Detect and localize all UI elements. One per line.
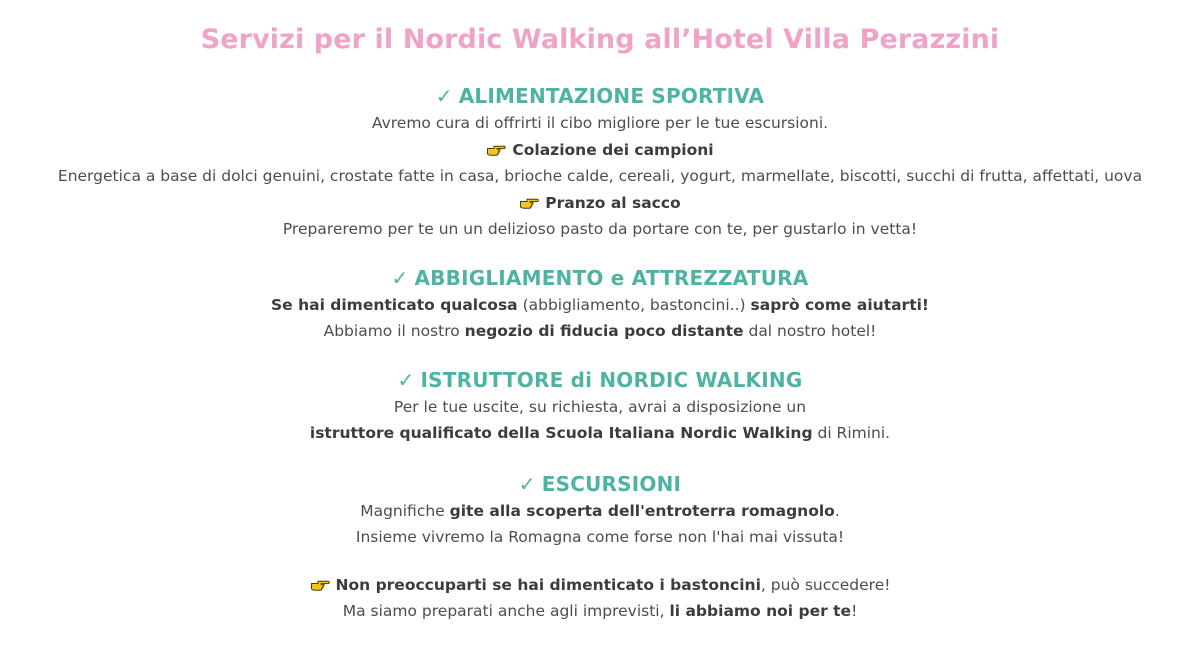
istruttore-line-2 bbox=[0, 420, 1200, 447]
text-normal: . bbox=[834, 501, 840, 520]
colazione-title: Colazione dei campioni bbox=[512, 140, 714, 159]
text-bold: istruttore qualificato della Scuola Italiana Nordic Walking bbox=[309, 424, 813, 442]
section-bastoncini bbox=[0, 572, 1200, 625]
text-normal: ! bbox=[851, 602, 858, 620]
pranzo-title: Pranzo al sacco bbox=[545, 193, 681, 212]
pointing-hand-icon bbox=[486, 143, 506, 157]
section-title-istruttore bbox=[0, 366, 1200, 394]
check-icon: ✓ bbox=[518, 471, 536, 496]
text-normal: (abbigliamento, bastoncini..) bbox=[517, 295, 751, 314]
check-icon: ✓ bbox=[391, 265, 409, 290]
section-title-text: ISTRUTTORE di NORDIC WALKING bbox=[420, 367, 803, 392]
section-title-escursioni bbox=[0, 470, 1200, 498]
text-normal: dal nostro hotel! bbox=[743, 322, 877, 340]
section-alimentazione bbox=[0, 82, 1200, 243]
pointing-hand-icon bbox=[519, 196, 539, 210]
text-normal: di Rimini. bbox=[812, 424, 891, 442]
colazione-heading bbox=[0, 137, 1200, 164]
section-title-abbigliamento bbox=[0, 264, 1200, 292]
check-icon: ✓ bbox=[435, 84, 453, 108]
bastoncini-line-1 bbox=[0, 572, 1200, 599]
check-icon: ✓ bbox=[397, 367, 415, 392]
text-bold: saprò come aiutarti! bbox=[750, 295, 929, 314]
text-bold: Non preoccuparti se hai dimenticato i bastoncini bbox=[335, 575, 761, 594]
bastoncini-line-2 bbox=[0, 598, 1200, 625]
alimentazione-intro: Avremo cura di offrirti il cibo migliore per le tue escursioni. bbox=[371, 114, 829, 132]
page-title: Servizi per il Nordic Walking all’Hotel Villa Perazzini bbox=[200, 24, 1000, 55]
section-abbigliamento bbox=[0, 264, 1200, 345]
colazione-text: Energetica a base di dolci genuini, crostate fatte in casa, brioche calde, cereali, yogurt, marmellate, biscotti, succhi di frutta, affettati, uova bbox=[57, 167, 1143, 185]
section-title-text: ESCURSIONI bbox=[541, 471, 682, 496]
pranzo-heading bbox=[0, 190, 1200, 217]
text-normal: Magnifiche bbox=[360, 501, 450, 520]
escursioni-line-2: Insieme vivremo la Romagna come forse non l'hai mai vissuta! bbox=[355, 528, 845, 546]
text-bold: negozio di fiducia poco distante bbox=[464, 322, 744, 340]
section-escursioni bbox=[0, 470, 1200, 551]
text-bold: gite alla scoperta dell'entroterra romagnolo bbox=[449, 501, 835, 520]
abbigliamento-line-1 bbox=[0, 292, 1200, 319]
pranzo-text: Prepareremo per te un un delizioso pasto da portare con te, per gustarlo in vetta! bbox=[282, 220, 918, 238]
section-title-text: ALIMENTAZIONE SPORTIVA bbox=[458, 84, 765, 108]
text-normal: Abbiamo il nostro bbox=[323, 322, 465, 340]
escursioni-line-1 bbox=[0, 498, 1200, 525]
abbigliamento-line-2 bbox=[0, 318, 1200, 345]
istruttore-line-1: Per le tue uscite, su richiesta, avrai a disposizione un bbox=[393, 397, 807, 416]
pointing-hand-icon bbox=[310, 578, 330, 592]
section-title-alimentazione bbox=[0, 82, 1200, 110]
text-normal: Ma siamo preparati anche agli imprevisti, bbox=[342, 602, 670, 620]
text-bold: Se hai dimenticato qualcosa bbox=[271, 295, 518, 314]
text-normal: , può succedere! bbox=[760, 575, 891, 594]
text-bold: li abbiamo noi per te bbox=[669, 602, 852, 620]
section-title-text: ABBIGLIAMENTO e ATTREZZATURA bbox=[414, 265, 809, 290]
section-istruttore bbox=[0, 366, 1200, 447]
